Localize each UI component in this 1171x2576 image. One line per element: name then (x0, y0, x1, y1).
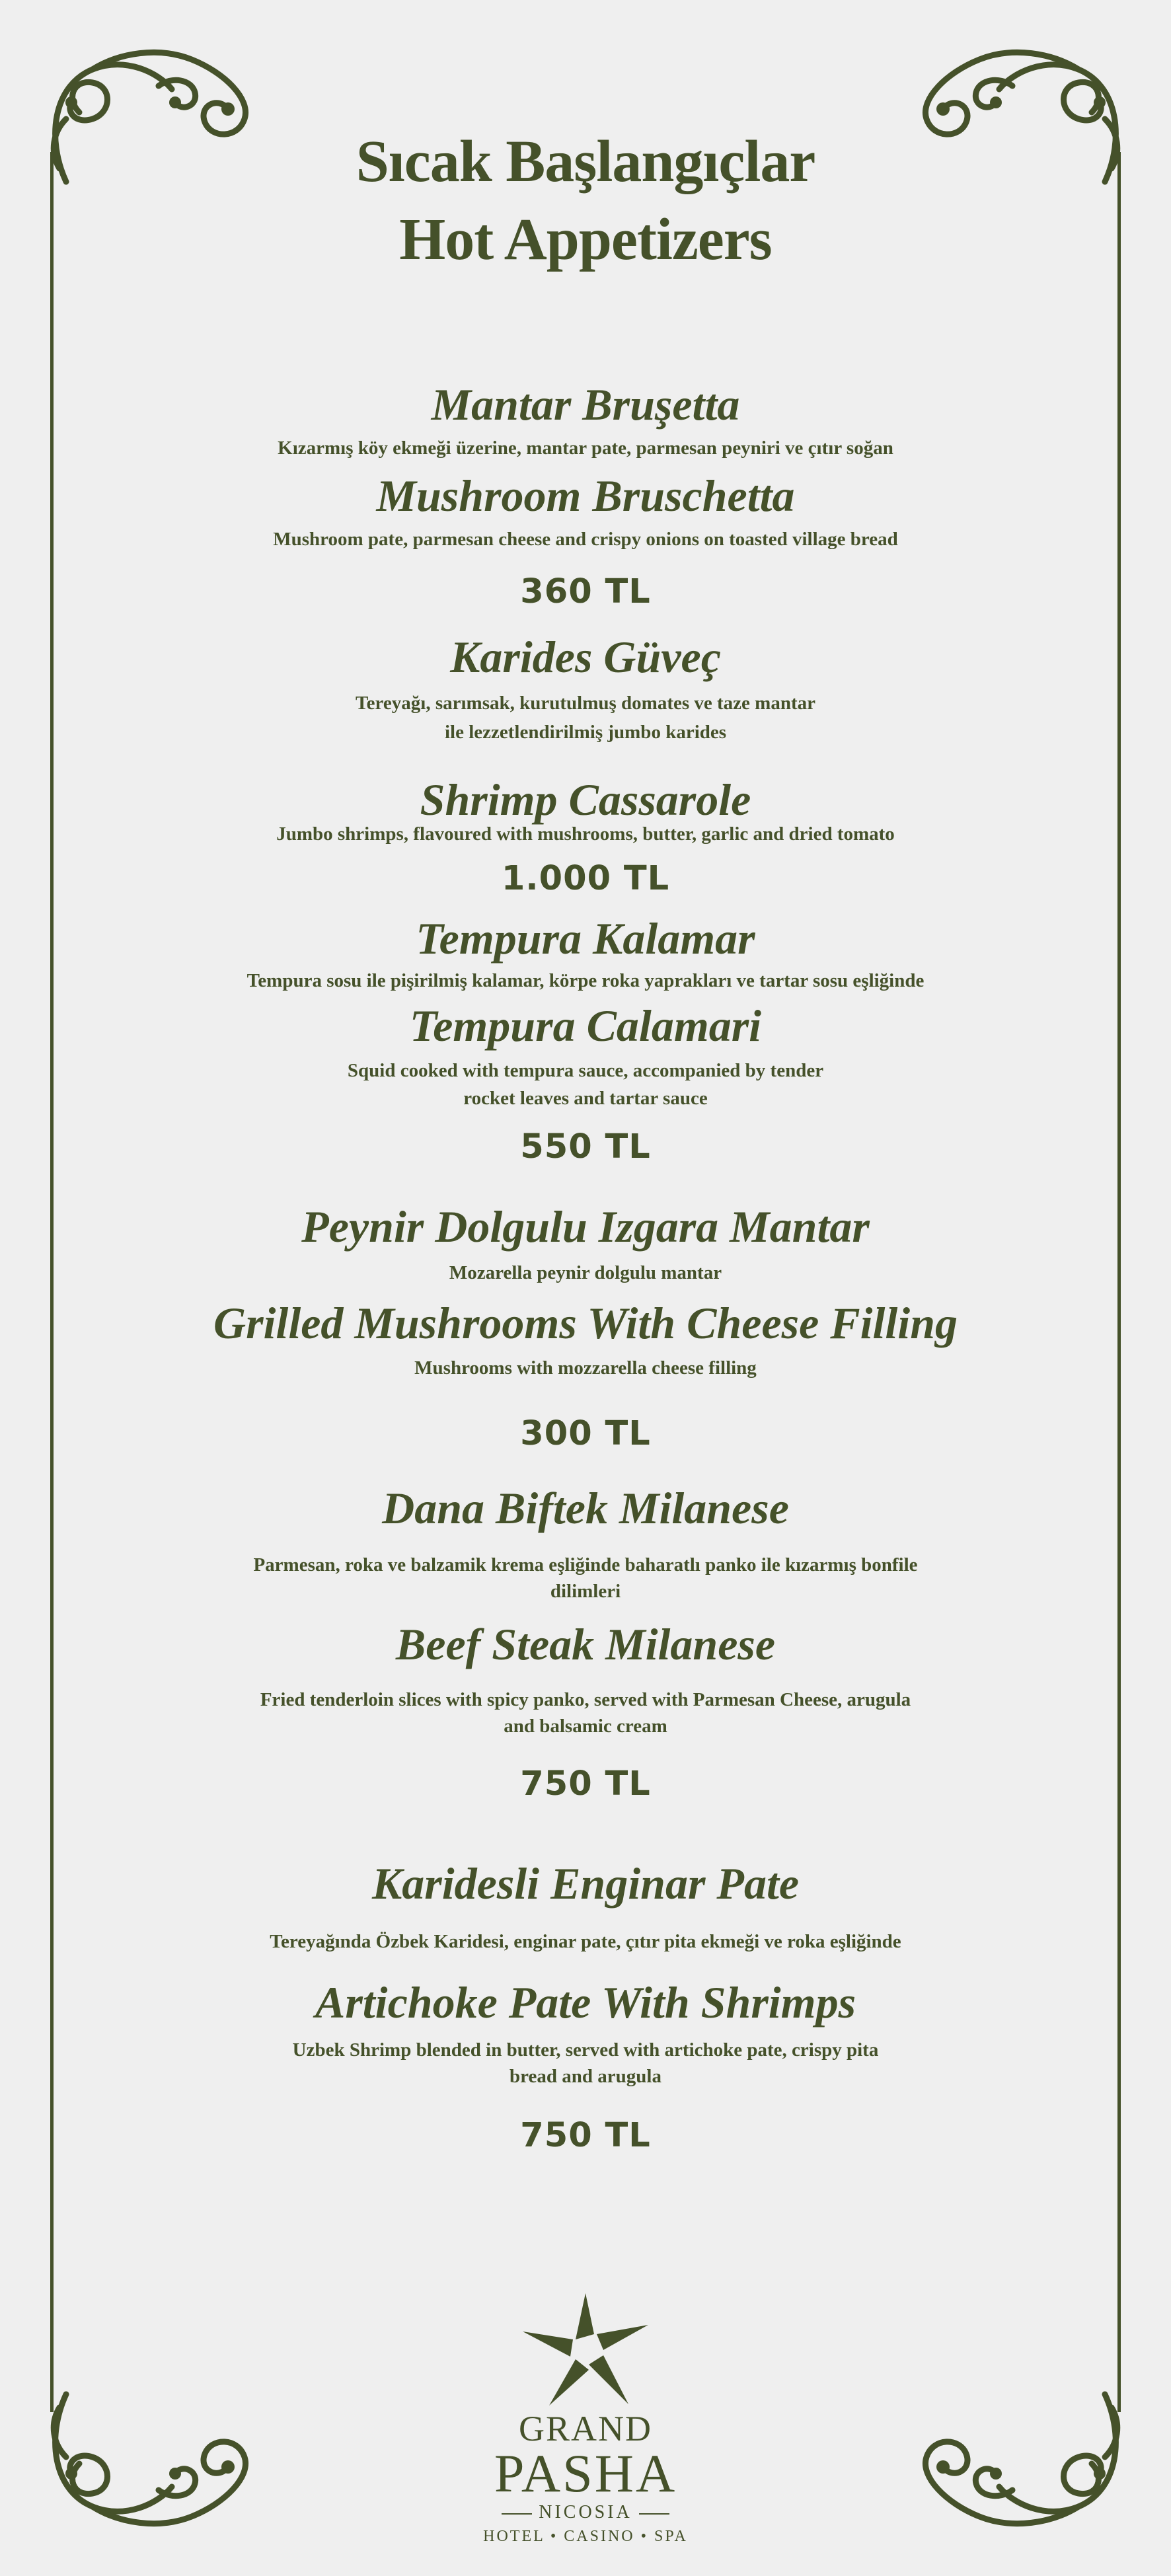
item-name-turkish: Dana Biftek Milanese (382, 1483, 789, 1533)
item-name-english: Tempura Calamari (409, 1001, 762, 1051)
item-description-turkish: ile lezzetlendirilmiş jumbo karides (444, 722, 727, 743)
item-price: 750 TL (520, 1764, 651, 1803)
item-price: 300 TL (520, 1414, 651, 1453)
item-name-english: Grilled Mushrooms With Cheese Filling (213, 1298, 958, 1348)
item-name-turkish: Peynir Dolgulu Izgara Mantar (301, 1201, 870, 1252)
item-description-english: Mushrooms with mozzarella cheese filling (414, 1357, 757, 1379)
logo-grand: GRAND (518, 2409, 652, 2448)
item-price: 360 TL (520, 572, 651, 611)
corner-ornament-bottom-right (907, 2384, 1131, 2536)
brand-logo (453, 2293, 718, 2544)
divider (639, 2513, 669, 2515)
item-description-english: rocket leaves and tartar sauce (463, 1088, 708, 1109)
item-name-turkish: Karidesli Enginar Pate (371, 1858, 800, 1909)
item-description-turkish: Kızarmış köy ekmeği üzerine, mantar pate, parmesan peyniri ve çıtır soğan (278, 437, 893, 459)
logo-pasha: PASHA (494, 2443, 677, 2503)
item-name-turkish: Tempura Kalamar (416, 913, 755, 964)
item-description-turkish: Tereyağında Özbek Karidesi, enginar pate, çıtır pita ekmeği ve roka eşliğinde (270, 1931, 901, 1952)
item-name-turkish: Karides Güveç (450, 632, 721, 682)
item-description-turkish: Tempura sosu ile pişirilmiş kalamar, körpe roka yaprakları ve tartar sosu eşliğinde (246, 970, 925, 991)
logo-city (453, 2503, 718, 2522)
item-name-english: Beef Steak Milanese (395, 1619, 776, 1669)
page-title-turkish: Sıcak Başlangıçlar (356, 129, 815, 194)
item-description-english: Uzbek Shrimp blended in butter, served with artichoke pate, crispy pita (292, 2039, 879, 2061)
item-description-turkish: Parmesan, roka ve balzamik krema eşliğinde baharatlı panko ile kızarmış bonfile (253, 1554, 918, 1575)
item-name-turkish: Mantar Bruşetta (431, 379, 740, 430)
logo-city-text: NICOSIA (539, 2502, 632, 2522)
item-description-english: and balsamic cream (504, 1716, 667, 1737)
divider (502, 2513, 532, 2515)
item-description-english: Mushroom pate, parmesan cheese and crispy onions on toasted village bread (273, 529, 898, 550)
page-title-english: Hot Appetizers (399, 207, 772, 272)
corner-ornament-bottom-left (40, 2384, 264, 2536)
star-icon (523, 2293, 648, 2406)
item-name-english: Artichoke Pate With Shrimps (315, 1977, 856, 2027)
item-description-english: Squid cooked with tempura sauce, accompanied by tender (347, 1060, 824, 1081)
item-name-english: Shrimp Cassarole (420, 775, 751, 825)
item-price: 550 TL (520, 1127, 651, 1166)
item-price: 1.000 TL (501, 859, 670, 898)
item-price: 750 TL (520, 2116, 651, 2155)
item-description-turkish: dilimleri (550, 1581, 621, 1602)
logo-tagline: HOTEL • CASINO • SPA (483, 2528, 688, 2545)
item-description-english: bread and arugula (510, 2066, 661, 2087)
item-description-turkish: Mozarella peynir dolgulu mantar (449, 1262, 722, 1283)
item-description-turkish: Tereyağı, sarımsak, kurutulmuş domates ve taze mantar (356, 693, 815, 714)
item-description-english: Fried tenderloin slices with spicy panko, served with Parmesan Cheese, arugula (260, 1689, 911, 1710)
item-name-english: Mushroom Bruschetta (376, 471, 795, 521)
item-description-english: Jumbo shrimps, flavoured with mushrooms, butter, garlic and dried tomato (276, 823, 895, 845)
